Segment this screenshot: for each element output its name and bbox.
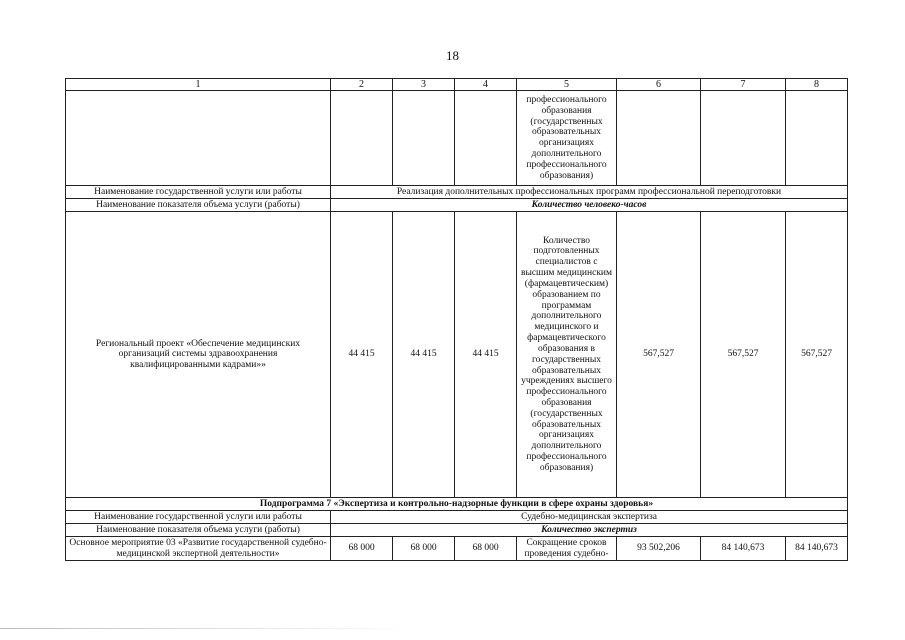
cont-col1	[66, 91, 331, 186]
indicator-value-2: Количество экспертиз	[331, 524, 848, 537]
subprogram-row	[66, 498, 848, 511]
regional-project-row	[66, 212, 848, 498]
scan-artifact-line	[0, 628, 420, 629]
service-row-1	[66, 186, 848, 199]
header-cell-6: 6	[617, 79, 701, 91]
continuation-row	[66, 91, 848, 186]
page-number: 18	[446, 48, 459, 63]
header-cell-4: 4	[455, 79, 517, 91]
indicator-row-1	[66, 199, 848, 212]
project-name: Региональный проект «Обеспечение медицинских организаций системы здравоохранения квалифицированными кадрами»»	[66, 212, 331, 498]
table-header-row	[66, 79, 848, 91]
header-cell-7: 7	[701, 79, 786, 91]
measure-name: Основное мероприятие 03 «Развитие государственной судебно-медицинской экспертной деятельности»	[66, 537, 331, 561]
indicator-label-1: Наименование показателя объема услуги (работы)	[66, 199, 331, 212]
header-cell-5: 5	[517, 79, 617, 91]
measure-indicator-text: Сокращение сроков проведения судебно-	[517, 537, 617, 561]
header-cell-1: 1	[66, 79, 331, 91]
measure-col8: 84 140,673	[786, 537, 848, 561]
indicator-row-2	[66, 524, 848, 537]
indicator-label-2: Наименование показателя объема услуги (работы)	[66, 524, 331, 537]
measure-col2: 68 000	[331, 537, 393, 561]
measure-col7: 84 140,673	[701, 537, 786, 561]
measure-row	[66, 537, 848, 561]
project-col2: 44 415	[331, 212, 393, 498]
budget-table	[65, 78, 848, 561]
indicator-value-1: Количество человеко-часов	[331, 199, 848, 212]
service-label-1: Наименование государственной услуги или работы	[66, 186, 331, 199]
measure-col4: 68 000	[455, 537, 517, 561]
project-col6: 567,527	[617, 212, 701, 498]
project-col8: 567,527	[786, 212, 848, 498]
header-cell-3: 3	[393, 79, 455, 91]
project-indicator-text: Количество подготовленных специалистов с высшим медицинским (фармацевтическим) образованием по программам дополнительного медицинского и фармацевтического образования в государственных образовательных учреждениях высшего профессионального образования (государственных образовательных организациях дополнительного профессионального образования)	[517, 212, 617, 498]
cont-col2	[331, 91, 393, 186]
cont-col4	[455, 91, 517, 186]
header-cell-8: 8	[786, 79, 848, 91]
service-value-1: Реализация дополнительных профессиональных программ профессиональной переподготовки	[331, 186, 848, 199]
cont-col8	[786, 91, 848, 186]
cont-col5-indicator-text: профессионального образования (государственных образовательных организациях дополнительного профессионального образования)	[517, 91, 617, 186]
service-value-2: Судебно-медицинская экспертиза	[331, 511, 848, 524]
cont-col3	[393, 91, 455, 186]
measure-col6: 93 502,206	[617, 537, 701, 561]
measure-col3: 68 000	[393, 537, 455, 561]
project-col4: 44 415	[455, 212, 517, 498]
service-row-2	[66, 511, 848, 524]
cont-col7	[701, 91, 786, 186]
header-cell-2: 2	[331, 79, 393, 91]
cont-col6	[617, 91, 701, 186]
project-col3: 44 415	[393, 212, 455, 498]
subprogram-title: Подпрограмма 7 «Экспертиза и контрольно-надзорные функции в сфере охраны здоровья»	[66, 498, 848, 511]
service-label-2: Наименование государственной услуги или работы	[66, 511, 331, 524]
project-col7: 567,527	[701, 212, 786, 498]
